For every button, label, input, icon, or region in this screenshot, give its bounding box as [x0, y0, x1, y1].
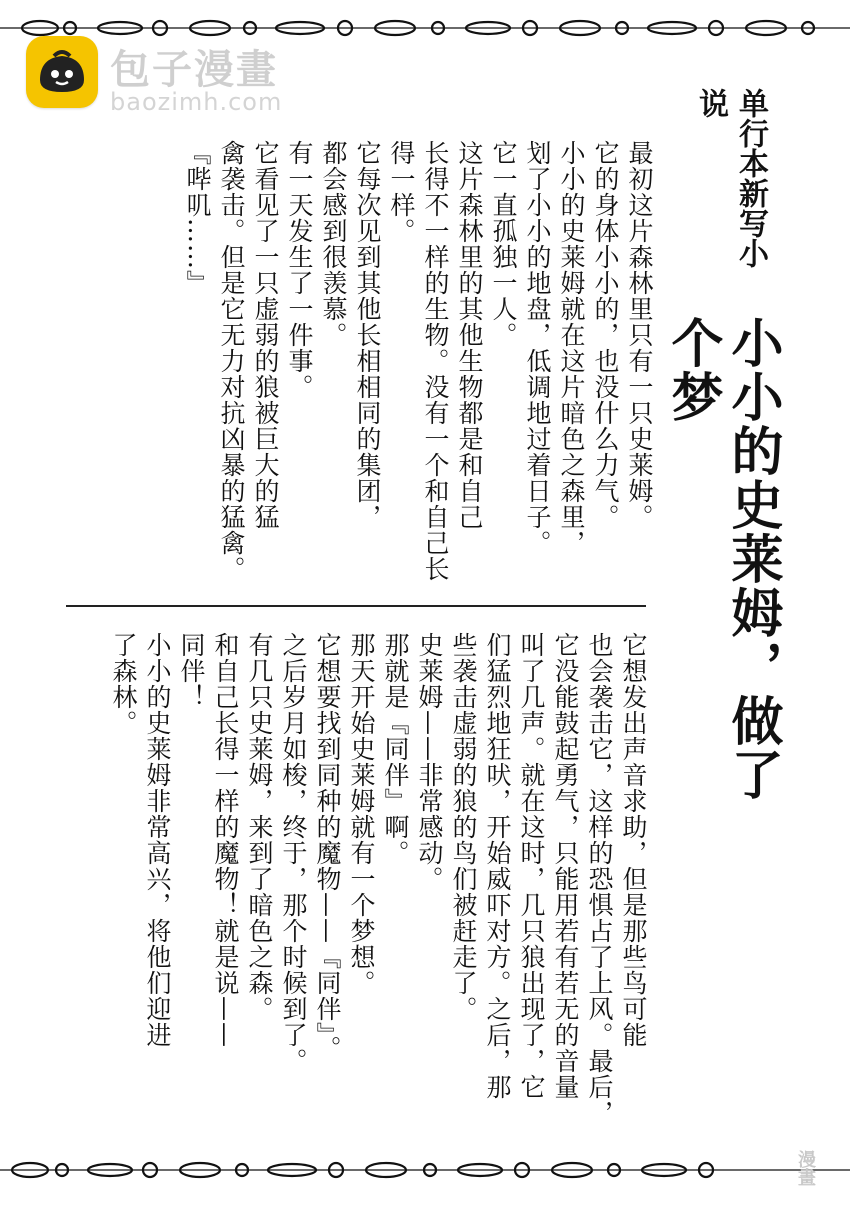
bun-logo-icon: [26, 36, 98, 108]
text-column: 同伴！: [177, 632, 206, 710]
corner-watermark: [722, 1150, 832, 1200]
text-column: 禽袭击。但是它无力对抗凶暴的猛禽。: [217, 140, 246, 582]
text-column: 史莱姆——非常感动。: [415, 632, 444, 892]
text-column: 也会袭击它，这样的恐惧占了上风。最后，: [585, 632, 614, 1126]
watermark-url: baozimh.com: [110, 88, 283, 116]
text-column: 它想要找到同种的魔物——『同伴』。: [313, 632, 342, 1062]
text-column: 它每次见到其他长相相同的集团，: [353, 140, 382, 530]
text-column: 和自己长得一样的魔物！就是说——: [211, 632, 240, 1048]
series-label: 单行本新写小说: [693, 88, 768, 268]
text-column: 之后岁月如梭，终于，那个时候到了。: [279, 632, 308, 1074]
text-column: 『哔叽……』: [183, 140, 212, 296]
text-column: 有几只史莱姆，来到了暗色之森。: [245, 632, 274, 1022]
text-column: 这片森林里的其他生物都是和自己: [455, 140, 484, 530]
text-column: 划了小小的地盘，低调地过着日子。: [523, 140, 552, 556]
text-column: 小小的史莱姆就在这片暗色之森里，: [557, 140, 586, 556]
text-column: 长得不一样的生物。没有一个和自己长: [421, 140, 450, 582]
text-column: 得一样。: [387, 140, 416, 244]
text-column: 它一直孤独一人。: [489, 140, 518, 348]
text-column: 它没能鼓起勇气，只能用若有若无的音量: [551, 632, 580, 1100]
text-column: 它的身体小小的，也没什么力气。: [591, 140, 620, 530]
text-column: 那天开始史莱姆就有一个梦想。: [347, 632, 376, 996]
watermark: [24, 34, 324, 124]
text-column: 们猛烈地狂吠，开始威吓对方。之后，那: [483, 632, 512, 1100]
story-bottom-block: [60, 632, 650, 1132]
corner-watermark-text: 漫畫: [795, 1150, 816, 1186]
text-column: 它想发出声音求助，但是那些鸟可能: [619, 632, 648, 1048]
text-column: 叫了几声。就在这时，几只狼出现了，它: [517, 632, 546, 1100]
text-column: 它看见了一只虚弱的狼被巨大的猛: [251, 140, 280, 530]
section-divider: [66, 605, 646, 607]
text-column: 小小的史莱姆非常高兴，将他们迎进: [143, 632, 172, 1048]
text-column: 那就是『同伴』啊。: [381, 632, 410, 866]
page-title: 小小的史莱姆，做了个梦: [662, 316, 783, 802]
watermark-brand-name: 包子漫畫: [110, 47, 278, 93]
text-column: 了森林。: [109, 632, 138, 736]
text-column: 些袭击虚弱的狼的鸟们被赶走了。: [449, 632, 478, 1022]
text-column: 有一天发生了一件事。: [285, 140, 314, 400]
story-top-block: [116, 140, 656, 600]
text-column: 都会感到很羡慕。: [319, 140, 348, 348]
text-column: 最初这片森林里只有一只史莱姆。: [625, 140, 654, 530]
